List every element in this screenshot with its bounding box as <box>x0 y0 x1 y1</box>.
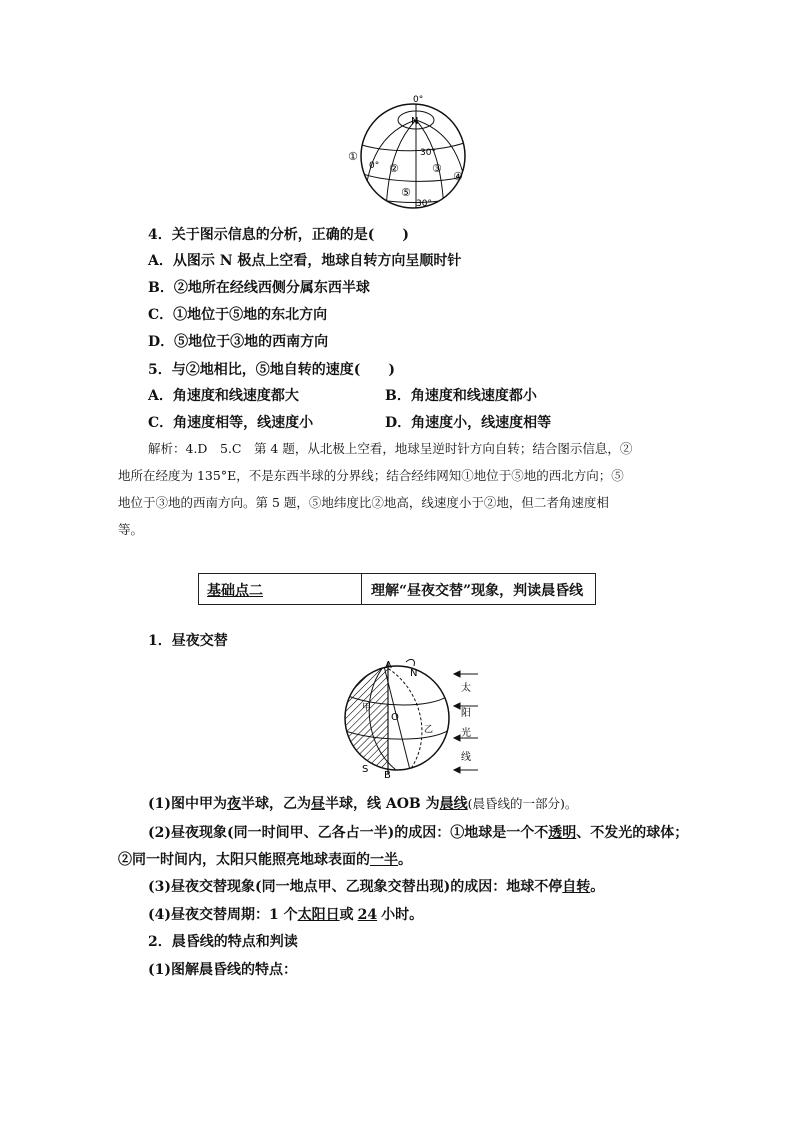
day-night-figure <box>330 656 490 782</box>
explanation-line-1: 解析：4.D 5.C 第 4 题，从北极上空看，地球呈逆时针方向自转；结合图示信息，② <box>148 441 633 456</box>
section-header-left <box>199 574 362 604</box>
label-n: N <box>410 668 418 679</box>
question-4-stem: 4．关于图示信息的分析，正确的是( ) <box>148 227 409 243</box>
sun-text-3: 光 <box>461 728 471 739</box>
question-4-option-a: A．从图示 N 极点上空看，地球自转方向呈顺时针 <box>148 253 462 269</box>
p4-answer-24: 24 <box>357 907 378 923</box>
label-a: A <box>385 660 392 671</box>
section-header-title: 理解“昼夜交替”现象，判读晨昏线 <box>371 583 584 599</box>
p1-answer-dawn-line: 晨线 <box>439 796 468 812</box>
p2-part-f: 。 <box>398 852 412 868</box>
sun-text-2: 阳 <box>461 708 471 719</box>
label-s: S <box>362 764 369 775</box>
sun-text-4: 线 <box>461 752 471 763</box>
question-4-option-c: C．①地位于⑤地的东北方向 <box>148 307 328 323</box>
globe-latlon-figure <box>340 92 480 214</box>
label-lat30-lower: 30° <box>416 199 432 209</box>
p4-part-c: 或 <box>339 907 354 923</box>
label-yi: 乙 <box>424 725 434 735</box>
p3-part-a: (3)昼夜交替现象(同一地点甲、乙现象交替出现)的成因：地球不停 <box>148 879 563 895</box>
p4-part-e: 小时。 <box>381 907 424 923</box>
question-5-option-d: D．角速度小，线速度相等 <box>385 415 552 431</box>
paragraph-4 <box>148 904 423 924</box>
p2-answer-transparent: 透明 <box>548 825 577 841</box>
paragraph-1 <box>148 793 577 813</box>
label-point-1: ① <box>348 150 358 163</box>
question-4-option-d: D．⑤地位于③地的西南方向 <box>148 334 329 350</box>
explanation-line-3: 地位于③地的西南方向。第 5 题，⑤地纬度比②地高，线速度小于②地，但二者角速度相 <box>118 495 609 510</box>
p4-part-a: (4)昼夜交替周期：1 个 <box>148 907 298 923</box>
question-5-option-a: A．角速度和线速度都大 <box>148 388 299 404</box>
explanation-line-4: 等。 <box>118 522 144 537</box>
p1-part-e: 半球，线 AOB 为 <box>325 796 440 812</box>
section-1-title: 1．昼夜交替 <box>148 633 228 649</box>
label-point-5: ⑤ <box>401 186 411 199</box>
section-2-title: 2．晨昏线的特点和判读 <box>148 934 298 950</box>
p1-answer-day: 昼 <box>311 796 325 812</box>
label-point-3: ③ <box>432 162 442 175</box>
question-5-stem: 5．与②地相比，⑤地自转的速度( ) <box>148 362 395 378</box>
p4-answer-solar-day: 太阳日 <box>297 907 340 923</box>
p2-answer-half: 一半 <box>370 852 398 868</box>
label-o: O <box>391 712 399 723</box>
label-top-lon: 0° <box>413 95 424 105</box>
paragraph-2-line-2 <box>118 849 412 869</box>
paragraph-2-line-1 <box>148 822 688 842</box>
p2-part-a: (2)昼夜现象(同一时间甲、乙各占一半)的成因：①地球是一个不 <box>148 825 549 841</box>
p3-answer-rotation: 自转 <box>562 879 591 895</box>
question-5-option-c: C．角速度相等，线速度小 <box>148 415 314 431</box>
label-pole-n: N <box>411 116 419 127</box>
question-5-option-b: B．角速度和线速度都小 <box>385 388 537 404</box>
explanation-line-2: 地所在经度为 135°E，不是东西半球的分界线；结合经纬网知①地位于⑤地的西北方向；⑤ <box>118 468 624 483</box>
p1-part-a: (1)图中甲为 <box>148 796 227 812</box>
p3-part-c: 。 <box>590 879 605 895</box>
label-left-lon: 0° <box>369 161 380 171</box>
label-b: B <box>384 770 391 781</box>
label-jia: 甲 <box>362 703 372 713</box>
label-point-2: ② <box>389 162 399 175</box>
p2-part-d: ②同一时间内，太阳只能照亮地球表面的 <box>118 852 370 868</box>
p1-part-c: 半球，乙为 <box>241 796 311 812</box>
sun-text-1: 太 <box>461 683 471 694</box>
label-point-4: ④ <box>453 170 463 183</box>
paragraph-5: (1)图解晨昏线的特点： <box>148 962 297 978</box>
section-header-box <box>198 573 596 605</box>
paragraph-3 <box>148 876 604 896</box>
p2-part-c: 、不发光的球体； <box>576 825 689 841</box>
p1-part-g: (晨昏线的一部分)。 <box>467 796 578 811</box>
section-header-label: 基础点二 <box>207 583 263 599</box>
label-lat30-upper: 30° <box>420 148 436 158</box>
question-4-option-b: B．②地所在经线西侧分属东西半球 <box>148 280 370 296</box>
p1-answer-night: 夜 <box>227 796 241 812</box>
